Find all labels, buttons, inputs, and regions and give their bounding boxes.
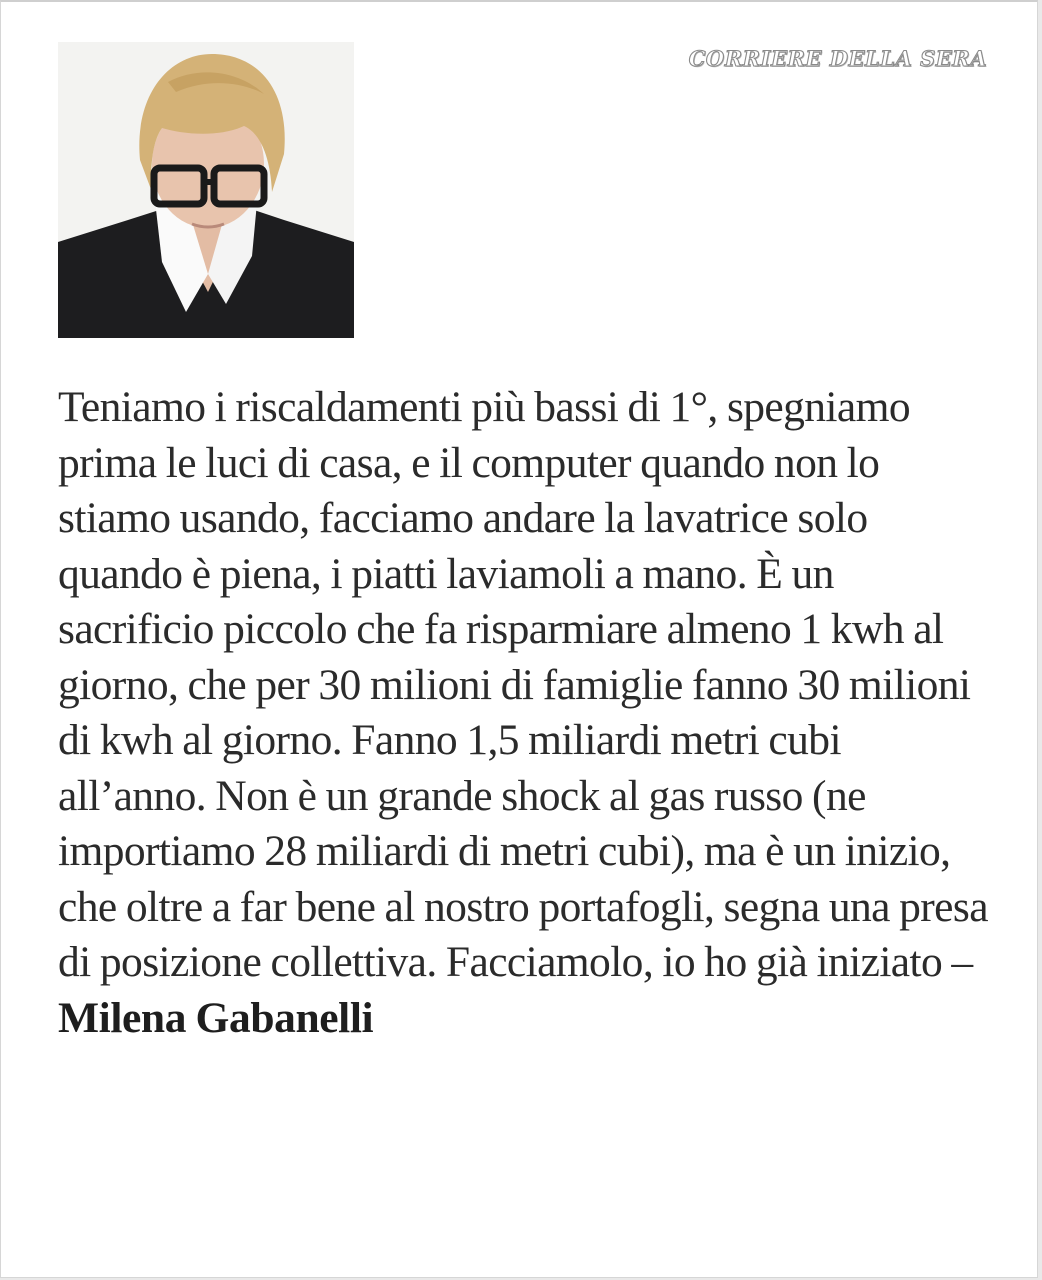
article-text — [58, 380, 998, 1046]
author-byline: Milena Gabanelli — [58, 993, 374, 1042]
newspaper-masthead: CORRIERE DELLA SERA — [688, 46, 987, 71]
author-portrait-icon — [58, 42, 354, 338]
article-body: Teniamo i riscaldamenti più bassi di 1°, spegniamo prima le luci di casa, e il computer quando non lo stiamo usando, facciamo andare la lavatrice solo quando è piena, i piatti laviamoli a mano. È un sacrificio piccolo che fa risparmiare almeno 1 kwh al giorno, che per 30 milioni di famiglie fanno 30 milioni di kwh al giorno. Fanno 1,5 miliardi metri cubi all’anno. Non è un grande shock al gas russo (ne importiamo 28 miliardi di metri cubi), ma è un inizio, che oltre a far bene al nostro portafogli, segna una presa di posizione collettiva. Facciamolo, io ho già iniziato – — [58, 383, 988, 986]
author-photo — [58, 42, 354, 338]
